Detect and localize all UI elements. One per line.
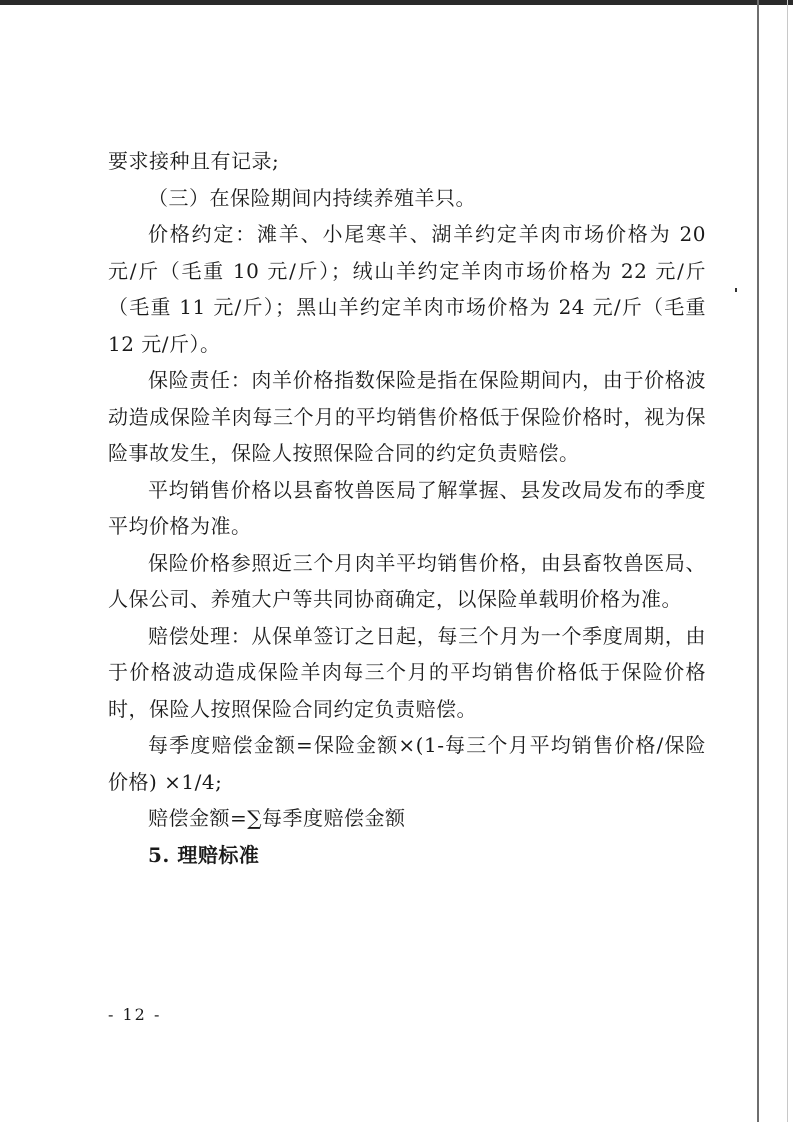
paragraph-vaccination: 要求接种且有记录; (108, 149, 280, 173)
scan-right-edge (757, 0, 759, 1122)
document-body (108, 143, 706, 873)
paragraph-price-agreement: 价格约定：滩羊、小尾寒羊、湖羊约定羊肉市场价格为 20 元/斤（毛重 10 元/斤）；绒山羊约定羊肉市场价格为 22 元/斤（毛重 11 元/斤）；黑山羊约定羊肉市场价格为 24 元/斤（毛重 12 元/斤）。 (108, 222, 706, 356)
section-heading: 5. 理赔标准 (148, 842, 260, 867)
paragraph-total-formula: 赔偿金额=∑每季度赔偿金额 (148, 806, 406, 830)
paragraph-condition-three: （三）在保险期间内持续养殖羊只。 (148, 185, 476, 210)
paragraph-average-price: 平均销售价格以县畜牧兽医局了解掌握、县发改局发布的季度平均价格为准。 (108, 477, 706, 538)
scan-right-edge-thin (787, 0, 788, 1122)
page-number: - 12 - (108, 1005, 162, 1024)
paragraph-quarterly-formula: 每季度赔偿金额=保险金额×(1-每三个月平均销售价格/保险价格) ×1/4; (108, 733, 706, 794)
paragraph-compensation: 赔偿处理：从保单签订之日起，每三个月为一个季度周期，由于价格波动造成保险羊肉每三个月的平均销售价格低于保险价格时，保险人按照保险合同约定负责赔偿。 (108, 623, 706, 721)
scan-speck (735, 288, 737, 292)
scan-top-edge (0, 0, 793, 5)
paragraph-insurance-liability: 保险责任：肉羊价格指数保险是指在保险期间内，由于价格波动造成保险羊肉每三个月的平均销售价格低于保险价格时，视为保险事故发生，保险人按照保险合同的约定负责赔偿。 (108, 368, 706, 465)
paragraph-insured-price: 保险价格参照近三个月肉羊平均销售价格，由县畜牧兽医局、人保公司、养殖大户等共同协商确定，以保险单载明价格为准。 (108, 550, 706, 611)
